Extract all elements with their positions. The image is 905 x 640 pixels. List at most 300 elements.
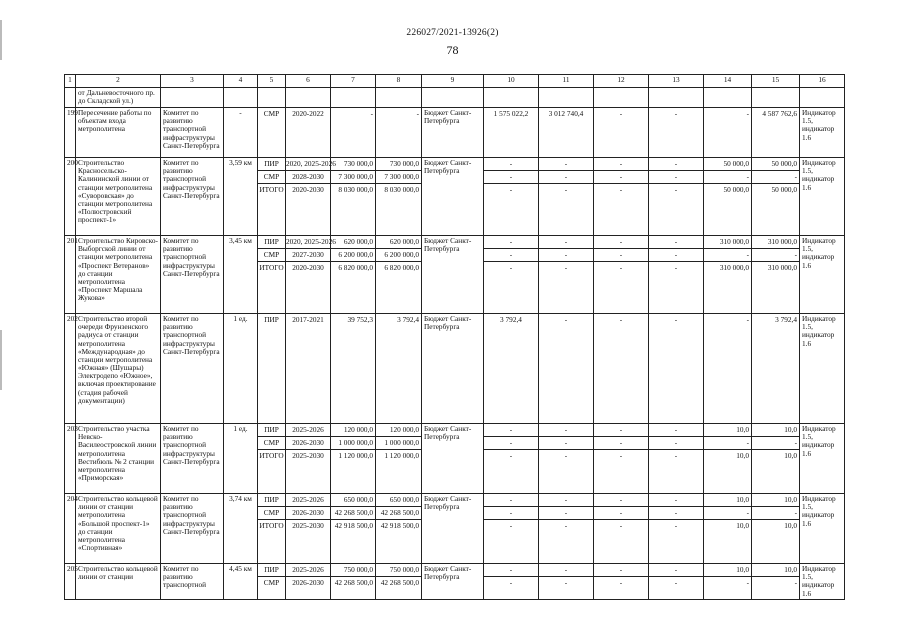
year-amount: - (619, 315, 623, 324)
period: 2025-2026 (286, 424, 330, 437)
year-amount: - (594, 171, 648, 184)
funding-source: Бюджет Санкт-Петербурга (422, 236, 484, 314)
year-amount: - (752, 171, 799, 184)
year-amount: - (594, 437, 648, 450)
column-number: 4 (224, 75, 258, 88)
capacity: - (224, 108, 258, 158)
year-amount: 310 000,0 (704, 236, 751, 249)
document-reference: 226027/2021-13926(2) (406, 28, 499, 38)
year-amount-cell (752, 494, 800, 564)
year-amount-cell (594, 108, 649, 158)
empty-cell (704, 88, 752, 108)
year-amount: - (649, 564, 703, 577)
year-amount: - (539, 171, 593, 184)
total-cost: 39 752,3 (347, 315, 373, 324)
year-amount-cell (484, 108, 539, 158)
total-cost: 7 300 000,0 (331, 171, 375, 184)
year-amount: 10,0 (784, 451, 797, 460)
year-amount: 50 000,0 (771, 185, 797, 194)
remaining-cost: 730 000,0 (376, 158, 421, 171)
capacity: 4,45 км (224, 564, 258, 600)
capacity: 1 ед. (224, 314, 258, 424)
period-cell (286, 158, 336, 236)
period: 2026-2030 (286, 437, 330, 450)
indicator: Индикатор 1.5, индикатор 1.6 (800, 564, 845, 600)
period: 2025-2030 (292, 521, 324, 530)
year-amount: - (539, 158, 593, 171)
remaining-cost-cell (376, 108, 422, 158)
work-type-cell (258, 108, 286, 158)
year-amount-cell (484, 314, 539, 424)
program-table (64, 74, 845, 600)
column-number: 11 (539, 75, 594, 88)
work-type: ПИР (258, 236, 285, 249)
work-type: СМР (258, 507, 285, 520)
work-type-cell (258, 158, 286, 236)
remaining-cost-cell (376, 158, 422, 236)
year-amount-cell (704, 108, 752, 158)
total-cost: 42 268 500,0 (331, 507, 375, 520)
year-amount-cell (484, 494, 539, 564)
year-amount: - (794, 578, 797, 587)
year-amount: 10,0 (704, 564, 751, 577)
work-type: ПИР (258, 158, 285, 171)
remaining-cost-cell (376, 494, 422, 564)
year-amount: 50 000,0 (723, 185, 749, 194)
year-amount: - (674, 109, 678, 118)
year-amount: 1 575 022,2 (493, 109, 529, 118)
executor: Комитет по развитию транспортной (161, 564, 224, 600)
total-cost: 650 000,0 (331, 494, 375, 507)
year-amount: 10,0 (752, 564, 799, 577)
period-cell (286, 236, 336, 314)
year-amount: - (649, 437, 703, 450)
year-amount: - (564, 185, 568, 194)
empty-cell (161, 88, 224, 108)
remaining-cost: 750 000,0 (376, 564, 421, 577)
total-cost: 1 000 000,0 (331, 437, 375, 450)
year-amount: 10,0 (736, 451, 749, 460)
year-amount-cell (752, 158, 800, 236)
year-amount-cell (649, 158, 704, 236)
remaining-cost: 120 000,0 (376, 424, 421, 437)
year-amount-cell (649, 108, 704, 158)
work-type: СМР (263, 578, 280, 587)
year-amount: - (539, 437, 593, 450)
total-cost: 620 000,0 (331, 236, 375, 249)
year-amount: - (564, 451, 568, 460)
year-amount-cell (704, 494, 752, 564)
remaining-cost: 8 030 000,0 (384, 185, 419, 194)
total-cost: 42 268 500,0 (334, 578, 373, 587)
total-cost: 42 918 500,0 (334, 521, 373, 530)
year-amount: 3 792,4 (775, 315, 797, 324)
year-amount: - (746, 315, 749, 324)
work-type: ПИР (258, 494, 285, 507)
year-amount-cell (752, 108, 800, 158)
period: 2020-2030 (292, 263, 324, 272)
funding-source: Бюджет Санкт-Петербурга (422, 158, 484, 236)
year-amount-cell (704, 314, 752, 424)
executor: Комитет по развитию транспортной инфраструктуры Санкт-Петербурга (161, 158, 224, 236)
year-amount: - (484, 158, 538, 171)
year-amount: - (539, 564, 593, 577)
year-amount: - (704, 507, 751, 520)
indicator: Индикатор 1.5, индикатор 1.6 (800, 158, 845, 236)
year-amount-cell (649, 236, 704, 314)
year-amount: 3 012 740,4 (548, 109, 584, 118)
empty-cell (376, 88, 422, 108)
year-amount: - (539, 424, 593, 437)
year-amount: - (594, 158, 648, 171)
remaining-cost: 42 918 500,0 (380, 521, 419, 530)
year-amount: - (619, 578, 623, 587)
row-number-cell (65, 88, 76, 108)
remaining-cost: 7 300 000,0 (376, 171, 421, 184)
year-amount: - (564, 315, 568, 324)
year-amount: - (746, 109, 749, 118)
year-amount-cell (704, 564, 752, 600)
year-amount: - (484, 437, 538, 450)
year-amount: - (619, 521, 623, 530)
indicator: Индикатор 1.5, индикатор 1.6 (800, 424, 845, 494)
object-name: Пересечение работы по объектам входа метрополитена (76, 108, 161, 158)
remaining-cost-cell (376, 564, 422, 600)
table-row (65, 314, 845, 424)
row-number: 205 (65, 564, 76, 600)
period: 2017-2021 (292, 315, 324, 324)
funding-source: Бюджет Санкт-Петербурга (422, 494, 484, 564)
year-amount-cell (539, 158, 594, 236)
work-type: ИТОГО (259, 521, 284, 530)
year-amount: - (619, 451, 623, 460)
work-type-cell (258, 424, 286, 494)
year-amount-cell (539, 494, 594, 564)
column-number: 8 (376, 75, 422, 88)
year-amount: - (674, 315, 678, 324)
year-amount: - (509, 185, 513, 194)
table-row (65, 108, 845, 158)
empty-cell (800, 88, 845, 108)
year-amount-cell (539, 108, 594, 158)
year-amount-cell (594, 236, 649, 314)
year-amount: - (674, 185, 678, 194)
indicator: Индикатор 1.5, индикатор 1.6 (800, 494, 845, 564)
remaining-cost-cell (376, 236, 422, 314)
work-type: ПИР (258, 564, 285, 577)
total-cost: 750 000,0 (331, 564, 375, 577)
object-name: Строительство кольцевой линии от станции (76, 564, 161, 600)
row-number: 200 (65, 158, 76, 236)
column-number-row (65, 75, 845, 88)
total-cost-cell (331, 564, 376, 600)
empty-cell (422, 88, 484, 108)
empty-cell (331, 88, 376, 108)
funding-source: Бюджет Санкт-Петербурга (422, 564, 484, 600)
column-number: 16 (800, 75, 845, 88)
period: 2025-2026 (286, 494, 330, 507)
year-amount-cell (704, 158, 752, 236)
period-cell (286, 494, 331, 564)
column-number: 13 (649, 75, 704, 88)
work-type: СМР (263, 109, 280, 118)
year-amount: 3 792,4 (500, 315, 522, 324)
remaining-cost: 6 200 000,0 (376, 249, 421, 262)
period: 2020, 2025-2026 (286, 158, 330, 171)
remaining-cost: 1 000 000,0 (376, 437, 421, 450)
year-amount-cell (484, 236, 539, 314)
column-number: 1 (65, 75, 76, 88)
year-amount: - (594, 249, 648, 262)
executor: Комитет по развитию транспортной инфраструктуры Санкт-Петербурга (161, 424, 224, 494)
row-number: 202 (65, 314, 76, 424)
period: 2026-2030 (292, 578, 324, 587)
year-amount: - (746, 578, 749, 587)
year-amount: - (704, 249, 751, 262)
year-amount: - (619, 109, 623, 118)
year-amount: - (509, 263, 513, 272)
table-body (65, 75, 845, 600)
year-amount: - (619, 263, 623, 272)
work-type: ПИР (264, 315, 279, 324)
period: 2026-2030 (286, 507, 330, 520)
period-cell (286, 564, 331, 600)
work-type: ИТОГО (259, 451, 284, 460)
period: 2020-2030 (292, 185, 324, 194)
funding-source: Бюджет Санкт-Петербурга (422, 108, 484, 158)
remaining-cost: 650 000,0 (376, 494, 421, 507)
year-amount: 10,0 (752, 424, 799, 437)
executor: Комитет по развитию транспортной инфраструктуры Санкт-Петербурга (161, 108, 224, 158)
remaining-cost-cell (376, 314, 422, 424)
year-amount: - (594, 494, 648, 507)
work-type: ИТОГО (259, 263, 284, 272)
year-amount-cell (484, 158, 539, 236)
empty-cell (594, 88, 649, 108)
period-cell (286, 424, 331, 494)
continuation-row (65, 88, 845, 108)
year-amount: - (539, 249, 593, 262)
year-amount: - (484, 424, 538, 437)
empty-cell (539, 88, 594, 108)
column-number: 9 (422, 75, 484, 88)
year-amount: - (594, 507, 648, 520)
empty-cell (752, 88, 800, 108)
remaining-cost: 620 000,0 (376, 236, 421, 249)
year-amount-cell (539, 424, 594, 494)
column-number: 15 (752, 75, 800, 88)
period-cell (286, 108, 331, 158)
indicator: Индикатор 1.5, индикатор 1.6 (800, 236, 845, 314)
total-cost-cell (331, 108, 376, 158)
total-cost-cell (331, 158, 376, 236)
page-number: 78 (446, 43, 459, 57)
empty-cell (286, 88, 331, 108)
year-amount-cell (594, 494, 649, 564)
year-amount-cell (484, 424, 539, 494)
year-amount: - (484, 507, 538, 520)
year-amount: - (649, 171, 703, 184)
total-cost-cell (331, 236, 376, 314)
year-amount: - (752, 437, 799, 450)
year-amount: 10,0 (736, 521, 749, 530)
year-amount: - (649, 249, 703, 262)
object-name: Строительство второй очереди Фрунзенского радиуса от станции метрополитена «Международная» до станции метрополитена «Южная» (Шушары) Электродепо «Южное», включая проектирование (стадия рабочей документации) (76, 314, 161, 424)
year-amount: 10,0 (704, 424, 751, 437)
remaining-cost: 3 792,4 (397, 315, 419, 324)
year-amount-cell (649, 494, 704, 564)
period: 2020, 2025-2026 (286, 236, 330, 249)
year-amount: - (674, 521, 678, 530)
work-type: СМР (258, 171, 285, 184)
work-type-cell (258, 564, 286, 600)
total-cost: 6 200 000,0 (331, 249, 375, 262)
row-number: 204 (65, 494, 76, 564)
period-cell (286, 314, 331, 424)
year-amount-cell (594, 564, 649, 600)
year-amount: - (539, 507, 593, 520)
work-type: ИТОГО (259, 185, 284, 194)
total-cost: 8 030 000,0 (338, 185, 373, 194)
object-name: Строительство Кировско-Выборгской линии от станции метрополитена «Проспект Ветеранов» до станции метрополитена «Проспект Маршала Жукова» (76, 236, 161, 314)
year-amount: - (484, 171, 538, 184)
year-amount: - (484, 564, 538, 577)
year-amount: - (484, 236, 538, 249)
table-row (65, 424, 845, 494)
work-type: ПИР (258, 424, 285, 437)
total-cost-cell (331, 494, 376, 564)
year-amount-cell (539, 564, 594, 600)
year-amount: - (564, 578, 568, 587)
executor: Комитет по развитию транспортной инфраструктуры Санкт-Петербурга (161, 314, 224, 424)
period: 2028-2030 (286, 171, 330, 184)
period: 2020-2022 (292, 109, 324, 118)
year-amount-cell (704, 236, 752, 314)
table-row (65, 158, 845, 236)
row-number: 199 (65, 108, 76, 158)
total-cost: 730 000,0 (331, 158, 375, 171)
executor: Комитет по развитию транспортной инфраструктуры Санкт-Петербурга (161, 236, 224, 314)
year-amount: - (649, 158, 703, 171)
year-amount: 310 000,0 (752, 236, 799, 249)
table-row (65, 564, 845, 600)
year-amount-cell (649, 564, 704, 600)
total-cost-cell (331, 424, 376, 494)
year-amount: - (509, 521, 513, 530)
year-amount-cell (539, 236, 594, 314)
year-amount: - (752, 507, 799, 520)
year-amount-cell (752, 564, 800, 600)
year-amount: - (539, 236, 593, 249)
remaining-cost: 6 820 000,0 (384, 263, 419, 272)
year-amount: - (752, 249, 799, 262)
table-row (65, 494, 845, 564)
empty-cell (484, 88, 539, 108)
year-amount: - (649, 507, 703, 520)
capacity: 1 ед. (224, 424, 258, 494)
year-amount: - (594, 236, 648, 249)
period: 2027-2030 (286, 249, 330, 262)
empty-cell (258, 88, 286, 108)
column-number: 5 (258, 75, 286, 88)
row-number: 201 (65, 236, 76, 314)
remaining-cost: - (416, 109, 419, 118)
year-amount-cell (539, 314, 594, 424)
empty-cell (224, 88, 258, 108)
column-number: 6 (286, 75, 331, 88)
remaining-cost: 42 268 500,0 (380, 578, 419, 587)
remaining-cost-cell (376, 424, 422, 494)
year-amount: - (649, 424, 703, 437)
year-amount: - (484, 249, 538, 262)
capacity: 3,45 км (224, 236, 258, 314)
year-amount: - (484, 494, 538, 507)
executor: Комитет по развитию транспортной инфраструктуры Санкт-Петербурга (161, 494, 224, 564)
table-row (65, 236, 845, 314)
year-amount-cell (704, 424, 752, 494)
column-number: 7 (331, 75, 376, 88)
year-amount: 310 000,0 (719, 263, 749, 272)
funding-source: Бюджет Санкт-Петербурга (422, 314, 484, 424)
capacity: 3,59 км (224, 158, 258, 236)
year-amount: - (674, 263, 678, 272)
year-amount: - (704, 437, 751, 450)
year-amount: - (509, 451, 513, 460)
year-amount: - (674, 451, 678, 460)
year-amount: - (594, 564, 648, 577)
indicator: Индикатор 1.5, индикатор 1.6 (800, 314, 845, 424)
year-amount: 50 000,0 (752, 158, 799, 171)
column-number: 14 (704, 75, 752, 88)
year-amount: - (564, 263, 568, 272)
total-cost: 6 820 000,0 (338, 263, 373, 272)
year-amount-cell (594, 424, 649, 494)
column-number: 10 (484, 75, 539, 88)
year-amount: - (564, 521, 568, 530)
object-name: Строительство кольцевой линии от станции метрополитена «Большой проспект-1» до станции метрополитена «Спортивная» (76, 494, 161, 564)
capacity: 3,74 км (224, 494, 258, 564)
object-name: Строительство участка Невско-Василеостровской линии метрополитена Вестибюль № 2 станции метрополитена «Приморская» (76, 424, 161, 494)
year-amount: - (649, 494, 703, 507)
column-number: 2 (76, 75, 161, 88)
total-cost: 120 000,0 (331, 424, 375, 437)
indicator: Индикатор 1.5, индикатор 1.6 (800, 108, 845, 158)
total-cost-cell (331, 314, 376, 424)
year-amount-cell (594, 158, 649, 236)
object-name: Строительство Красносельско-Калининской линии от станции метрополитена «Суворовская» до станции метрополитена «Полюстровский проспект-1» (76, 158, 161, 236)
year-amount: 50 000,0 (704, 158, 751, 171)
work-type-cell (258, 236, 286, 314)
remaining-cost: 1 120 000,0 (384, 451, 419, 460)
year-amount-cell (752, 236, 800, 314)
year-amount: 4 587 762,6 (762, 109, 797, 118)
scan-edge (0, 330, 2, 390)
year-amount-cell (594, 314, 649, 424)
total-cost: 1 120 000,0 (338, 451, 373, 460)
period: 2025-2026 (286, 564, 330, 577)
work-type-cell (258, 314, 286, 424)
total-cost: - (370, 109, 373, 118)
column-number: 3 (161, 75, 224, 88)
work-type: СМР (258, 437, 285, 450)
year-amount: 10,0 (704, 494, 751, 507)
period: 2025-2030 (292, 451, 324, 460)
year-amount-cell (649, 424, 704, 494)
row-number: 203 (65, 424, 76, 494)
year-amount: - (594, 424, 648, 437)
continuation-text: от Дальневосточного пр. до Складской ул.) (76, 88, 161, 108)
year-amount: - (619, 185, 623, 194)
